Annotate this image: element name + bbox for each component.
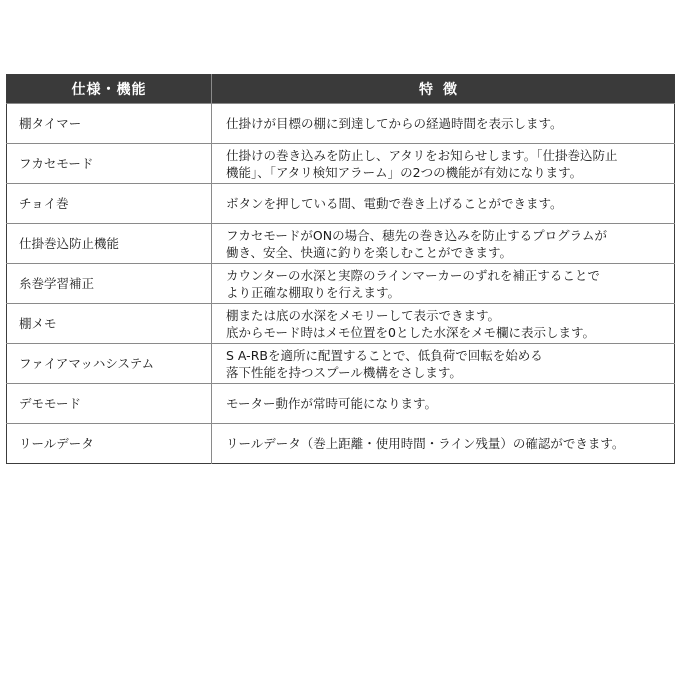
desc-line: 仕掛けが目標の棚に到達してからの経過時間を表示します。 xyxy=(226,116,563,131)
desc-line: カウンターの水深と実際のラインマーカーのずれを補正することで xyxy=(226,267,600,283)
table-row xyxy=(7,304,675,344)
desc-line: より正確な棚取りを行えます。 xyxy=(226,284,401,300)
row-name: 仕掛巻込防止機能 xyxy=(7,224,212,264)
row-name: 糸巻学習補正 xyxy=(7,264,212,304)
header-features: 特徴 xyxy=(212,75,675,104)
row-name: 棚メモ xyxy=(7,304,212,344)
row-name: 棚タイマー xyxy=(7,104,212,144)
row-desc xyxy=(212,384,675,424)
row-desc xyxy=(212,144,675,184)
table-row xyxy=(7,384,675,424)
table-row xyxy=(7,184,675,224)
table-row xyxy=(7,424,675,464)
row-desc xyxy=(212,304,675,344)
row-desc xyxy=(212,224,675,264)
row-name: ファイアマッハシステム xyxy=(7,344,212,384)
table-header-row xyxy=(7,75,675,104)
desc-line: 機能」、「アタリ検知アラーム」の2つの機能が有効になります。 xyxy=(226,164,583,180)
desc-line: フカセモードがONの場合、穂先の巻き込みを防止するプログラムが xyxy=(226,227,607,243)
row-desc xyxy=(212,344,675,384)
row-name: リールデータ xyxy=(7,424,212,464)
row-desc xyxy=(212,184,675,224)
desc-line: 働き、安全、快適に釣りを楽しむことができます。 xyxy=(226,244,513,260)
desc-line: 落下性能を持つスプール機構をさします。 xyxy=(226,364,462,380)
desc-line: リールデータ（巻上距離・使用時間・ライン残量）の確認ができます。 xyxy=(226,436,625,451)
desc-line: 底からモード時はメモ位置を0とした水深をメモ欄に表示します。 xyxy=(226,324,595,340)
table-row xyxy=(7,104,675,144)
spec-table xyxy=(6,74,675,464)
row-name: フカセモード xyxy=(7,144,212,184)
desc-line: S A-RBを適所に配置することで、低負荷で回転を始める xyxy=(226,347,543,363)
row-desc xyxy=(212,424,675,464)
table-row xyxy=(7,144,675,184)
row-name: チョイ巻 xyxy=(7,184,212,224)
table-row xyxy=(7,264,675,304)
table-row xyxy=(7,344,675,384)
row-desc xyxy=(212,264,675,304)
row-desc xyxy=(212,104,675,144)
desc-line: モーター動作が常時可能になります。 xyxy=(226,396,438,411)
desc-line: ボタンを押している間、電動で巻き上げることができます。 xyxy=(226,196,563,211)
row-name: デモモード xyxy=(7,384,212,424)
desc-line: 棚または底の水深をメモリーして表示できます。 xyxy=(226,307,501,323)
table-row xyxy=(7,224,675,264)
header-spec-function: 仕様・機能 xyxy=(7,75,212,104)
desc-line: 仕掛けの巻き込みを防止し、アタリをお知らせします。「仕掛巻込防止 xyxy=(226,147,618,163)
